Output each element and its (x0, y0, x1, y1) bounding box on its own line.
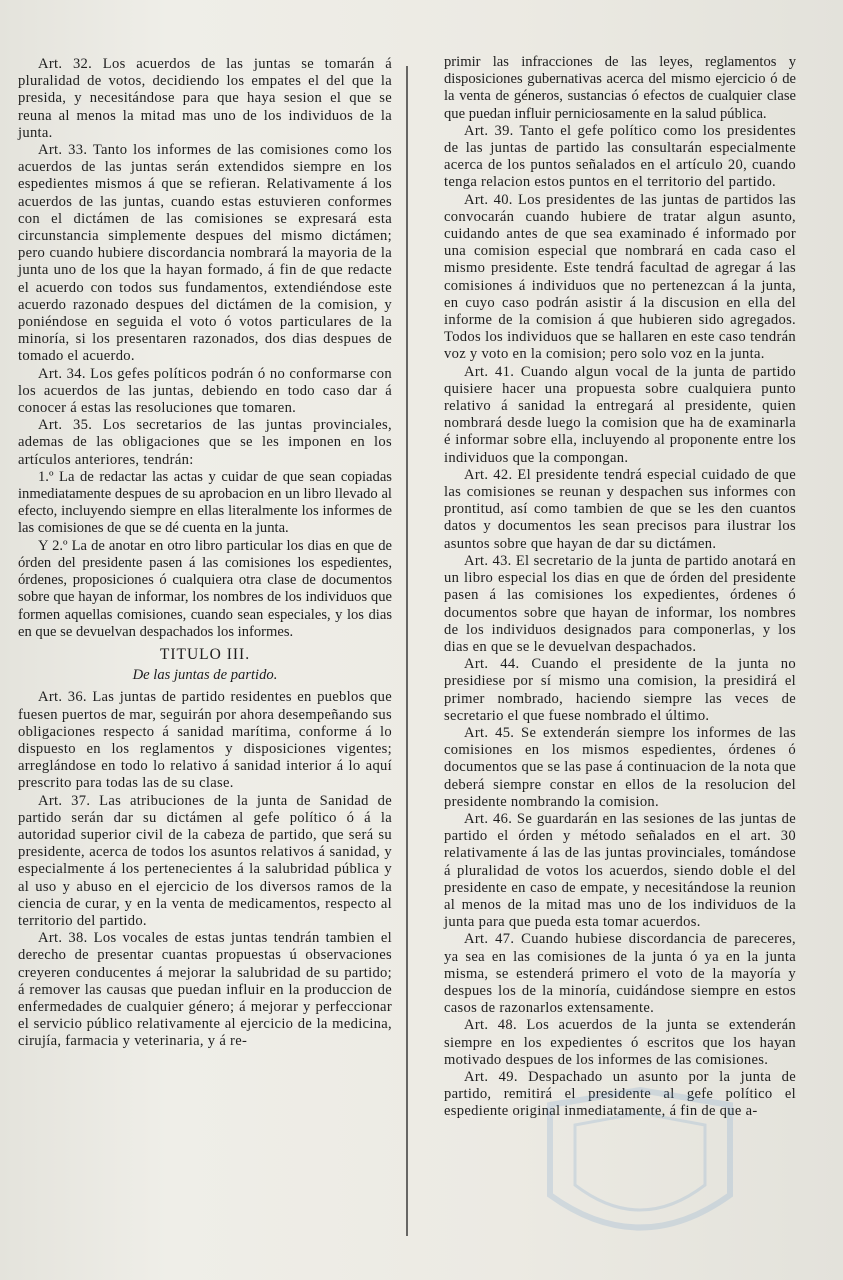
article-49: Art. 49. Despachado un asunto por la junta de partido, remitirá el presidente al gefe político el espediente original inmediatamente, á fin de que a- (444, 1068, 796, 1120)
article-39: Art. 39. Tanto el gefe político como los presidentes de las juntas de partido las consultarán especialmente acerca de los puntos señalados en el artículo 20, cuando tenga relacion estos puntos en el territorio del partido. (444, 122, 796, 191)
article-35: Art. 35. Los secretarios de las juntas provinciales, ademas de las obligaciones que se les imponen en los artículos anteriores, tendrán: (18, 417, 392, 468)
article-34: Art. 34. Los gefes políticos podrán ó no conformarse con los acuerdos de las juntas, debiendo en todo caso dar á conocer á estas las resoluciones que tomaren. (18, 365, 392, 417)
article-47: Art. 47. Cuando hubiese discordancia de pareceres, ya sea en las comisiones de la junta ó ya en la junta misma, se estenderá primero el voto de la mayoría y despues los de la minoría, cuidándose siempre en estos casos de razonarlos extensamente. (444, 931, 796, 1017)
section-title: TITULO III. (159, 645, 251, 663)
article-32: Art. 32. Los acuerdos de las juntas se tomarán á pluralidad de votos, decidiendo los empates el del que la presida, y necesitándose para que haya sesion el que se reuna al menos la mitad mas uno de los individuos de la junta. (18, 56, 392, 141)
article-45: Art. 45. Se extenderán siempre los informes de las comisiones en los mismos espedientes, órdenes ó documentos que se las pase á continuacion de la nota que deberá siempre constar en ellos de la resolucion del presidente nombrando la comision. (444, 724, 796, 810)
article-38-continued: primir las infracciones de las leyes, reglamentos y disposiciones gubernativas acerca del mismo ejercicio ó de la venta de géneros, sustancias ó efectos de cualquier clase que puedan influir perniciosamente en la salud pública. (444, 54, 796, 122)
right-column (444, 54, 796, 1121)
article-38: Art. 38. Los vocales de estas juntas tendrán tambien el derecho de presentar cuantas propuestas ú observaciones creyeren conducentes á mejorar la salubridad de su partido; á remover las causas que puedan influir en la produccion de enfermedades de cualquier género; á mejorar y perfeccionar el servicio público relativamente al ejercicio de la medicina, cirujía, farmacia y veterinaria, y á re- (18, 930, 392, 1050)
article-40: Art. 40. Los presidentes de las juntas de partidos las convocarán cuando hubiere de tratar algun asunto, cuidando antes de que sea examinado é informado por una comision especial que nombrará en cada caso el mismo presidente. Este tendrá facultad de agregar á las comisiones á individuos que no pertenezcan á la junta, en cuyo caso podrán asistir á la discusion en ella del informe de la comision á que hubieren sido agregados. Todos los individuos que se hallaren en este caso tendrán voz y voto en la comision; pero solo voz en la junta. (444, 191, 796, 363)
left-column (18, 56, 392, 1051)
article-33: Art. 33. Tanto los informes de las comisiones como los acuerdos de las juntas serán extendidos siempre en los espedientes mismos á que se refieran. Relativamente á los acuerdos de las juntas, cuando estas estuvieren conformes con el dictámen de las comisiones se expresará esta circunstancia simplemente despues del mismo dictámen; pero cuando hubiere discordancia nombrará la mayoria de la junta uno de los que la hayan formado, á fin de que redacte el acuerdo con todos sus fundamentos, extendiéndose este acuerdo razonado despues del dictámen de la comision, y poniéndose en seguida el voto ó votos particulares de la minoría, si los presentaren razonados, dos dias despues de tomado el acuerdo. (18, 142, 392, 365)
column-divider (406, 66, 408, 1236)
article-42: Art. 42. El presidente tendrá especial cuidado de que las comisiones se reunan y despachen sus informes con prontitud, así como tambien de que se les den cuantos datos y documentos les sean precisos para ilustrar los asuntos sobre que hayan de dar su dictámen. (444, 466, 796, 552)
article-36: Art. 36. Las juntas de partido residentes en pueblos que fuesen puertos de mar, seguirán por ahora desempeñando sus obligaciones respecto á sanidad marítima, conforme á lo dispuesto en los reglamentos y disposiciones vigentes; arreglándose en todo lo relativo á sanidad interior á lo aquí prescrito para todas las de su clase. (18, 689, 392, 792)
article-35-item-2: Y 2.º La de anotar en otro libro particular los dias en que de órden del presidente pasen á las comisiones los espedientes, órdenes, proposiciones ó cualquiera otra clase de documentos sobre que hayan de informar, los nombres de los individuos que formen aquellas comisiones, cuando sean especiales, y los dias en que se devuelvan despachados los informes. (18, 537, 392, 640)
article-43: Art. 43. El secretario de la junta de partido anotará en un libro especial los dias en que de órden del presidente pasen á las comisiones los expedientes, órdenes ó documentos sobre que hayan de informar, los nombres de los individuos designados para componerlas, y los dias en que se le devuelvan despachados. (444, 552, 796, 655)
article-35-item-1: 1.º La de redactar las actas y cuidar de que sean copiadas inmediatamente despues de su aprobacion en un libro llevado al efecto, incluyendo siempre en ellas literalmente los informes de las comisiones de que se dé cuenta en la junta. (18, 468, 392, 537)
article-41: Art. 41. Cuando algun vocal de la junta de partido quisiere hacer una propuesta sobre cualquiera punto relativo á sanidad la entregará al presidente, quien nombrará desde luego la comision que ha de examinarla é informar sobre ella, incluyendo al proponente entre los individuos que la compongan. (444, 363, 796, 466)
article-48: Art. 48. Los acuerdos de la junta se extenderán siempre en los expedientes ó escritos que los hayan motivado despues de los informes de las comisiones. (444, 1017, 796, 1068)
section-subtitle: De las juntas de partido. (132, 667, 278, 684)
article-44: Art. 44. Cuando el presidente de la junta no presidiese por sí mismo una comision, la presidirá el primer nombrado, haciendo siempre las veces de secretario el que fuese nombrado el último. (444, 656, 796, 724)
article-37: Art. 37. Las atribuciones de la junta de Sanidad de partido serán dar su dictámen al gefe político ó á la autoridad superior civil de la cabeza de partido, que será su presidente, acerca de todos los asuntos relativos á sanidad, y especialmente á los pertenecientes á la salubridad pública y al uso y abuso en el ejercicio de los diversos ramos de la ciencia de curar, y en la venta de medicamentos, respecto al territorio del partido. (18, 792, 392, 929)
article-46: Art. 46. Se guardarán en las sesiones de las juntas de partido el órden y método señalados en el art. 30 relativamente á las de las juntas provinciales, tomándose á pluralidad de votos los acuerdos, siendo doble el del presidente en caso de empate, y necesitándose la reunion al menos de la mitad mas uno de los individuos de la junta para que pueda esta tomar acuerdos. (444, 810, 796, 931)
